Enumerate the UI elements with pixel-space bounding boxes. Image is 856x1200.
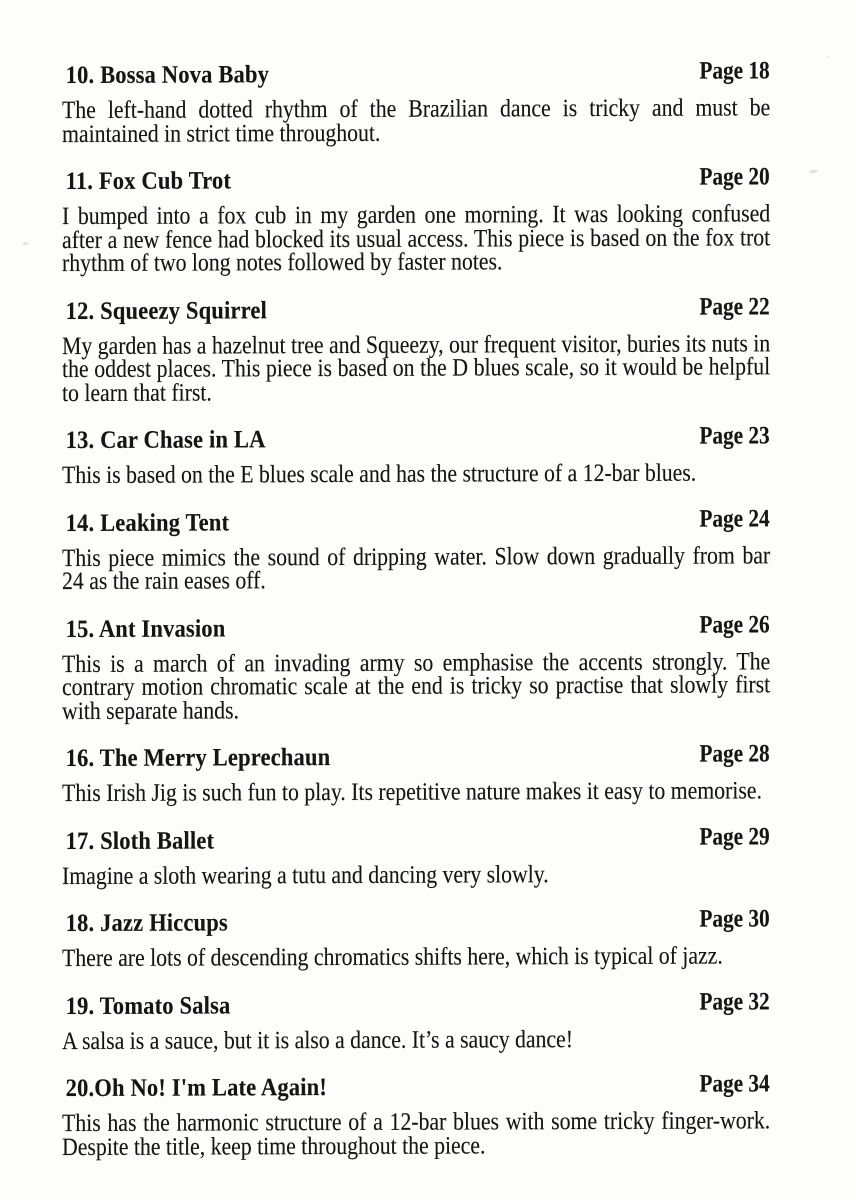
piece-description: There are lots of descending chromatics shifts here, which is typical of jazz. — [62, 942, 723, 972]
piece-title: 10. Bossa Nova Baby — [65, 61, 270, 89]
piece-description: This Irish Jig is such fun to play. Its repetitive nature makes it easy to memorise. — [62, 777, 762, 807]
scan-smudge — [22, 242, 29, 246]
toc-entry — [62, 1070, 771, 1161]
piece-description: This has the harmonic structure of a 12-bar blues with some tricky finger-work. Despite the title, keep time throughout the piece. — [62, 1107, 771, 1161]
page-number: Page 22 — [699, 292, 770, 321]
entry-heading-row — [62, 57, 770, 89]
toc-entry — [62, 292, 771, 407]
toc-entry — [62, 163, 771, 277]
entry-heading-row — [62, 610, 770, 643]
piece-description: The left-hand dotted rhythm of the Brazilian dance is tricky and must be maintained in strict time throughout. — [62, 94, 771, 148]
page-number: Page 34 — [699, 1070, 770, 1098]
page-number: Page 32 — [699, 987, 770, 1016]
piece-description: My garden has a hazelnut tree and Squeezy, our frequent visitor, buries its nuts in the oddest places. This piece is based on the D blues scale, so it would be helpful to learn that first. — [62, 329, 771, 407]
piece-description: This is a march of an invading army so emphasise the accents strongly. The contrary motion chromatic scale at the end is tricky so practise that slowly first with separate hands. — [62, 647, 771, 725]
piece-title: 16. The Merry Leprechaun — [65, 743, 331, 772]
entry-heading-row — [62, 740, 770, 772]
piece-title: 18. Jazz Hiccups — [65, 909, 228, 937]
piece-description: I bumped into a fox cub in my garden one morning. It was looking confused after a new fence had blocked its usual access. This piece is based on the fox trot rhythm of two long notes followed by faster notes. — [62, 200, 771, 277]
toc-entry — [62, 905, 770, 972]
toc-entry — [62, 610, 771, 725]
piece-title: 15. Ant Invasion — [65, 614, 226, 643]
page-number: Page 28 — [699, 740, 770, 768]
entry-heading-row — [62, 163, 770, 195]
piece-title: 17. Sloth Ballet — [65, 826, 215, 855]
piece-title: 12. Squeezy Squirrel — [65, 296, 267, 325]
page-number: Page 20 — [699, 163, 770, 191]
entry-heading-row — [62, 292, 770, 325]
piece-title: 19. Tomato Salsa — [65, 991, 231, 1020]
piece-description: A salsa is a sauce, but it is also a dance. It’s a saucy dance! — [62, 1025, 573, 1055]
contents-list — [62, 57, 771, 1182]
page-number: Page 26 — [699, 610, 770, 639]
piece-title: 11. Fox Cub Trot — [65, 167, 232, 195]
entry-heading-row — [62, 422, 770, 454]
toc-entry — [62, 504, 771, 595]
piece-description: This is based on the E blues scale and has the structure of a 12-bar blues. — [62, 459, 697, 489]
toc-entry — [62, 740, 770, 807]
piece-title: 20.Oh No! I'm Late Again! — [65, 1073, 327, 1102]
entry-heading-row — [62, 822, 770, 855]
scan-speck — [827, 56, 830, 58]
page-number: Page 23 — [699, 422, 770, 450]
entry-heading-row — [62, 905, 770, 937]
page-number: Page 24 — [699, 504, 770, 533]
entry-heading-row — [62, 504, 770, 537]
entry-heading-row — [62, 987, 770, 1020]
piece-description: This piece mimics the sound of dripping water. Slow down gradually from bar 24 as the rain eases off. — [62, 541, 771, 595]
toc-entry — [62, 57, 771, 148]
page-number: Page 29 — [699, 822, 770, 851]
entry-heading-row — [62, 1070, 770, 1102]
piece-title: 14. Leaking Tent — [65, 508, 230, 537]
page-number: Page 30 — [699, 905, 770, 933]
toc-entry — [62, 987, 770, 1055]
piece-description: Imagine a sloth wearing a tutu and dancing very slowly. — [62, 860, 549, 890]
scan-smudge — [809, 169, 818, 173]
toc-entry — [62, 422, 770, 489]
toc-entry — [62, 822, 770, 890]
piece-title: 13. Car Chase in LA — [65, 426, 266, 454]
page-number: Page 18 — [699, 57, 770, 85]
